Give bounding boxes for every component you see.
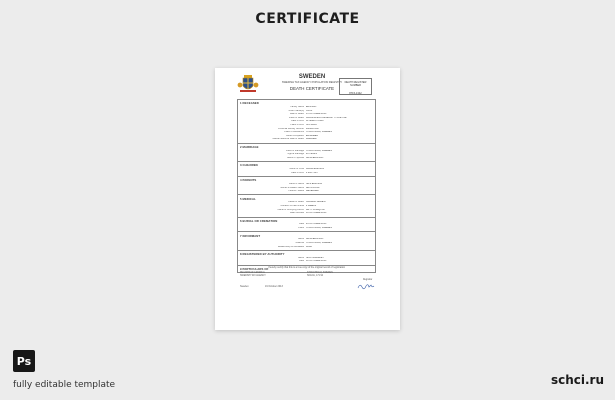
form-section xyxy=(237,232,376,250)
field-label: Place of Death xyxy=(288,116,304,119)
field-label: Name of Child xyxy=(289,168,304,171)
field-label: Name of Certifying Doctor xyxy=(277,208,304,211)
section-title: 9 PARTICULARS OF xyxy=(240,266,269,271)
field-value: WIFE xyxy=(306,245,312,248)
field-value: 18 OCTOBER 2013 xyxy=(306,260,327,263)
field-value: 2 WEEKS xyxy=(306,205,317,208)
field-label: Address xyxy=(295,241,304,244)
form-row xyxy=(240,171,373,175)
field-value: 15 OCTOBER 2013 xyxy=(306,113,327,116)
footer-line: SWEDISH TAX AGENCY xyxy=(240,275,266,278)
field-value: MARRIED xyxy=(306,138,317,141)
section-title: 1 DECEASED xyxy=(240,101,259,106)
field-value: DR. L. LINDQVIST xyxy=(306,208,326,211)
form-row xyxy=(240,156,373,160)
field-label: Name xyxy=(297,256,304,259)
field-label: Place of Birth xyxy=(290,123,304,126)
field-label: Date of Death xyxy=(289,113,304,116)
field-label: Place xyxy=(298,227,304,230)
field-label: Name of Spouse xyxy=(286,156,304,159)
section-title: 2 MARRIAGE xyxy=(240,144,259,149)
certificate-country: SWEDEN xyxy=(298,74,326,80)
section-title: 6 BURIAL OR CREMATION xyxy=(240,218,278,223)
field-value: 4 MAY 1977 xyxy=(306,171,319,174)
footer-issuer xyxy=(240,272,288,279)
form-row xyxy=(240,226,373,230)
field-label: Given Name(s) xyxy=(288,109,304,112)
field-value: ANNA ERIKSON xyxy=(306,238,324,241)
site-watermark: schci.ru xyxy=(550,373,604,387)
certificate-authority: SWEDISH TAX AGENCY POPULATION REGISTRY xyxy=(281,81,343,84)
field-value: STOCKHOLM, SWEDEN xyxy=(306,241,332,244)
field-label: Personal Identity Number xyxy=(278,127,304,130)
field-value: 12 MARCH 1948 xyxy=(306,120,324,123)
form-section xyxy=(237,100,376,144)
field-label: Mother's Maiden Name xyxy=(280,186,304,189)
field-label: Marital Status at Date of Death xyxy=(272,138,304,141)
field-value: ENGINEER xyxy=(306,134,318,137)
form-row xyxy=(240,245,373,249)
form-section xyxy=(237,251,376,266)
field-label: Cause of Death xyxy=(288,201,304,204)
field-value: NILS ERIKSON xyxy=(306,182,323,185)
field-label: Father's Name xyxy=(289,182,304,185)
field-label: Family Name xyxy=(290,105,304,108)
field-value: KAROLINSKA UNIVERSITY HOSPITAL xyxy=(306,116,347,119)
certification-note: I hereby certify that this is a true copy of the original record of registration xyxy=(267,266,346,269)
section-title: 7 INFORMANT xyxy=(240,233,261,238)
field-value: STOCKHOLM, SWEDEN xyxy=(306,227,332,230)
field-value: SKATTEVERKET xyxy=(306,256,324,259)
tagline: fully editable template xyxy=(13,380,116,390)
field-value: UPPSALA xyxy=(306,123,317,126)
field-label: Name xyxy=(297,238,304,241)
certificate-doc-title: DEATH CERTIFICATE xyxy=(289,86,335,91)
registration-label: DEATH REGISTER NUMBER xyxy=(344,81,367,87)
field-value: OLOF xyxy=(306,109,313,112)
field-value: ERIKSON xyxy=(306,105,317,108)
issue-place: Sweden xyxy=(240,285,249,288)
page-title: CERTIFICATE xyxy=(255,11,360,27)
form-section xyxy=(237,218,376,233)
certificate-form xyxy=(237,99,376,273)
issue-date: 19 October 2013 xyxy=(265,285,283,288)
section-title: 4 PARENTS xyxy=(240,178,257,183)
field-label: Date xyxy=(299,260,304,263)
section-title: 8 REGISTERED BY AUTHORITY xyxy=(240,252,285,257)
field-label: Duration of Last Illness xyxy=(280,205,304,208)
field-value: ANNA ERIKSON xyxy=(306,156,324,159)
form-row xyxy=(240,138,373,142)
form-section xyxy=(237,162,376,177)
field-value: STOCKHOLM, SWEDEN xyxy=(306,131,332,134)
section-title: 5 MEDICAL xyxy=(240,196,256,201)
field-value: CARDIAC ARREST xyxy=(306,201,327,204)
field-label: Age at Marriage xyxy=(287,153,304,156)
field-label: Date of Birth xyxy=(291,171,304,174)
field-label: Parents' Status xyxy=(288,190,304,193)
form-section xyxy=(237,144,376,162)
form-section xyxy=(237,195,376,217)
field-value: 26 YEARS xyxy=(306,153,317,156)
form-section xyxy=(237,177,376,195)
field-label: Place of Residence xyxy=(284,131,304,134)
field-value: 16 OCTOBER 2013 xyxy=(306,212,327,215)
field-label: Date xyxy=(299,223,304,226)
field-value: 24 OCTOBER 2013 xyxy=(306,223,327,226)
field-value: DECEASED xyxy=(306,190,319,193)
form-row xyxy=(240,260,373,264)
footer-address xyxy=(307,272,355,279)
field-value: 480312-1157 xyxy=(306,127,320,130)
certificate-document xyxy=(215,68,400,330)
coat-of-arms-icon xyxy=(237,73,259,95)
signature-icon xyxy=(357,282,375,290)
field-label: Date of Birth xyxy=(291,120,304,123)
section-title: 3 CHILDREN xyxy=(240,163,258,168)
footer-line: REGISTRAR GENERAL xyxy=(240,272,266,274)
field-value: STOCKHOLM, SWEDEN xyxy=(306,149,332,152)
field-label: Date Certified xyxy=(289,212,304,215)
field-label: Place of Marriage xyxy=(285,149,304,152)
registration-value: 8715-1342 xyxy=(349,92,362,95)
field-label: Relationship to Deceased xyxy=(277,245,304,248)
signature-label: Registrar xyxy=(363,279,373,281)
footer-line: SOLNA, 171 94 xyxy=(307,275,324,278)
field-value: BRITA LUND xyxy=(306,186,320,189)
registration-box xyxy=(339,78,372,95)
field-value: KARIN ERIKSON xyxy=(306,168,324,171)
footer-line: STOCKHOLM, SWEDEN xyxy=(307,272,333,274)
photoshop-icon: Ps xyxy=(13,350,35,372)
field-label: Usual Occupation xyxy=(285,134,304,137)
